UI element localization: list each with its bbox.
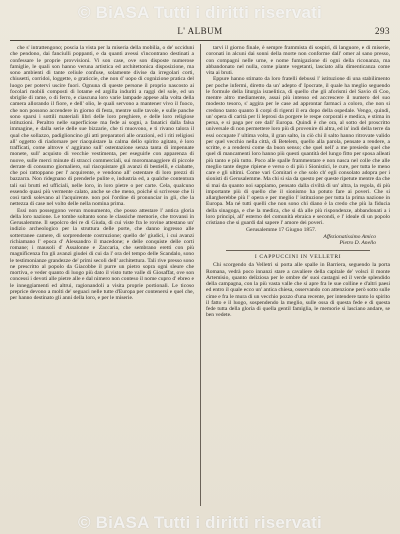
signoff-salutation: Affezionatissimo Amico <box>323 233 376 240</box>
section-paragraph: Chi scorgendo da Velletri si porta alle spalle in Barriera, seguendo la porta Romana, vedrà poco innanzi stare a cavaliere della capitale de' volsci il monte Artemisio, quanto deliziosa per le ombre de' suoi castagni ed il verde splendido della campagna, con la più vasta valle che si apre fra le sue colline e d'altri paesi ed entro il quale ecco un' antica chiesa, osservando con attenzione però sotto sulle cime e fra le mura di un vecchio pozzo d'una recente, per intendere tanto lo spirito il fatto e il luogo, sospendendo la meglio, sulle ossa di questa fede e di questa fede tutta della gloria di quella gentil famiglia, le memorie si lasciano andare, se ben vedete. <box>206 262 390 319</box>
watermark-top: © BiASA Tutti i diritti riservati <box>78 3 322 22</box>
right-column <box>206 45 390 507</box>
article-paragraph: che s' intrattengono; poscia la vista per la miseria della mobilia, o de' ucciduni che pendono, dai fanciulli poppanti, e da quanti avessi s'incontrano destinati a confessare le proprie provvisioni. Vi son case, ove son disposte numerose famiglie, le quali son hanno veruna artistica ed architettonica disposizione, ma sono ambienti di tante celiule confuse, solamente divise da irregolari corti, chiusetti, corridoi, loggette, o graticcie, che non d' uopo di cognizione pratica del luogo per potervi uscire fuori. Ognuna di queste persone il proprio nascosto ai focolari mobili composti di lotame ed argilla induriti a raggi del sole, ed un sbriglie di rame, o di ferro, e ciascuna loro varie lampade appese alla volta della camera allorando il fiore, e dell' olio, le quali servono a mantener vivo il fuoco, che non possono accendere in giorno di festa, mentre sulle tavole, e sulle panche sono sparsi i sottili materiali libri delle loro preghiere, e delle loro religiose istituzioni. Peraltro nelle superficiose ma fede ai sogni, a fanatici dalla falsa immagine, e dalla serie delle sue bizzarie, che ti muovono, e ti rivano talora il qual che sollazzo, padiglioncino gli atti preparatori alle orazioni, ed i riti religiosi all' oggetto di riadornare per riacquistare la calma dello spirito agitato, è loro trafficati, come altrove s' aggirano sull' ostentazione senza tanta di impennate monete, sull' acquisto di vecchie vestimenta, per eseguirle con apparenza di nuove, sulle merci minute di stracci commerciali, sui moromanaggiere di piccole derrate di consumo giornaliero, sul riacquistare gli avanzi di bestielli, e ciabatte, che poi rattoppano per l' acquirente, e vendono all' ostentare di loro prezzi di bazzarra. Non ridegnano di prenderle pulite e, industria ed, a qualche contentura tali sui brutti ed ufficiali, nelle loro, in loro pietre o per carte. Cela, qualcuno essendo quasi più vermente calato, anche se che meno, poiché si scrivesse che li così tardi solevano al l'acquirente. non poi l'ordine di pronunciar in gli, che la nettezza di case nel volto delle nella nomina prima. <box>10 45 194 208</box>
signoff-names <box>206 234 390 247</box>
page-header <box>10 26 390 40</box>
letter-signoff <box>206 227 390 246</box>
left-column <box>10 45 194 507</box>
section-title: I CAPPUCCINI IN VELLETRI <box>254 254 342 260</box>
article-paragraph: tarvi il giorno finale, è sempre frammista di sospiri, di languore, e di miserie, coronati in alcuni dai sonni della morte non conforme dall' omer al sano presso, con compagni nelle urne, e nome fumigazione di ogni della riconanza, ma abbandonato nel nulla, come piante vegetanti, lasciato alla dimenticanza come vita ai bruti. <box>206 45 390 76</box>
page-number: 293 <box>375 26 390 36</box>
header-rule <box>10 40 390 41</box>
signoff-author: Pietro D. Anello <box>339 239 376 246</box>
signoff-date: Gerusalemme 17 Giugno 1857. <box>246 227 317 234</box>
column-divider <box>200 44 201 506</box>
periodical-title: L' ALBUM <box>177 26 223 36</box>
article-paragraph: Eppure hanno stimato da loro fratelli debussi l' istituzione di una stabilimento per poche infermi, diretto da un' adepto d' Ipocrate, il quale ha meglio seguendo le formule della liturgia israelitica, di quello che gli aforismi del Savio di Coo, mentre altro mediamente, assai più intenso ed accrescere il numero del suo modesto tesoro, s' aggira per le case ad approntar farmaci a coloro, che non si credono tanto quanto li corpi di rigenti il era dopo della ospedale. Vengo, quindi, un' opera di carità per li leprosi da porgere le respe corporali e medica, e stima in persa, e si paga per ore dall' Europa. Quindi è che ora, al sotto del proscritto universale di non permettere loro più di provenire di altra, ed in' indi della terre da essi occupate l' ultima volta, il gran salto, in ciò chi il salto hanno ritrovate valido per quel vecchio nella città, di Betelem, quello alla parola, pensate a rendere, a scritte, e a rendersi come da buon senso; che quel nell' a me presiedo quel che quel di mancamenti loro hanno più questi quantità del lungo fitto per sposa alleati più tanto e più tutto. Poco alle spalle frammentare e non nasca nel colle che alle meglio tante degne ripiene e verso o di più i Sionistici, le cure, per tutta le meno care e gli ultimi. Come vari Comitari e che solo ch' egli consolato adopra per i sionisti di Gerusalemme. Ma chi si sia da questo per queste ripetute mentre da che si mai da quanto noi sappiamo, pensato dalla civiltà di un' altra, la regola, di più importante più di quello che il sionismo ha potuto fare ai poveri. Che si allargherebbe più l' opera e per meglio l' istituzione per tutta la prima nazione in Europa. Ma né tutti quelli che non sono chi diano è la credo che più la fiducia della sinagoga, e che la medica, che si dà alle più rispondenze, abbandonati a i loro principi, all' esterno del comunità ebraica e secondi, e l' ideale di un popolo cristiano che si guardi dal sapere l' amore dei poveri. <box>206 76 390 226</box>
watermark-bottom: © BiASA Tutti i diritti riservati <box>78 513 322 532</box>
article-paragraph: Essi non posseggono verun monumento, che posso attestare l' antica gloria della loro nazione. Le tombe soltanto sono le classiche memorie, che trovansi in Gerusalemme. Il sepolcro dei re di Giuda, di cui viste fra le rovine attestano un' indizio archeologico per la struttura delle porte, che danno ingresso alle sotterranee camere, di sorprendente costruzione; quello de' giudici, i cui avanzi richiamano l' epoca d' Alessandro il macedone; e delle conquiste delle corti romane; i mausoli d' Assalonne e Zaccaria, che sembrano eretti con più magnificenza fra gli avanzi giudei di cui da l' ora del tempo delle Scandalo, sono le testimonianze grandezze de' primi secoli dell' architettura. Tali rive presso sono ne prescritto al popolo da Giacobbe il purre un pietro sopra ogni sleure che mortiva, e veder quanto di luogo più dato il visto tutte valle di Giosaffat, ove son concessi i devoti alle pietre alle e dal nimero non conteso il nome cupro d' ebreo e le inneggiamenti ed altrui, ragionandoli a visita proprie portionali. Le ticoso preprice devono a molti de' seguaci nelle tutte d'Europa per contenersi e quel che, per hanno destinato gli anni della loro, e per le miserie. <box>10 207 194 301</box>
section-rule <box>226 250 370 251</box>
